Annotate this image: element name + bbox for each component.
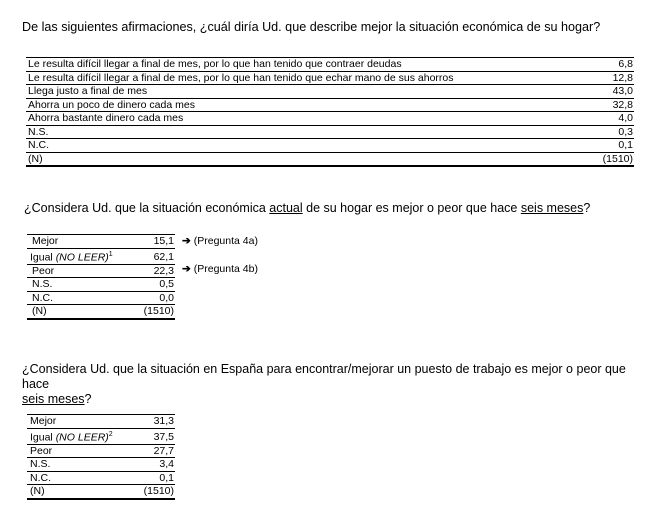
question-1-table [26, 57, 634, 167]
row-value: 62,1 [135, 248, 175, 264]
table-row [27, 235, 175, 249]
table-row [26, 112, 634, 126]
row-label: Mejor [27, 415, 135, 429]
row-label: Peor [27, 264, 135, 278]
row-value: 43,0 [591, 85, 634, 99]
title-text: de su hogar es mejor o peor que hace [302, 201, 521, 215]
row-label: Igual (NO LEER)$^1$ [27, 248, 135, 264]
title-text: ? [84, 392, 92, 406]
title-underlined: seis meses [520, 201, 584, 215]
row-value: 22,3 [135, 264, 175, 278]
title-underlined: actual [269, 201, 303, 215]
row-label: N.S. [26, 125, 591, 139]
question-2-title [24, 201, 590, 216]
row-value: 4,0 [591, 112, 634, 126]
table-row [26, 152, 634, 166]
row-value: 27,7 [135, 444, 175, 458]
table-row [26, 58, 634, 72]
arrow-right-icon: ➔ [182, 263, 191, 275]
row-label: N.S. [27, 458, 135, 472]
table-row [27, 485, 175, 499]
table-row [27, 471, 175, 485]
row-value: 6,8 [591, 58, 634, 72]
table-row [26, 85, 634, 99]
title-text: ? [583, 201, 591, 215]
skip-note-4b: ➔ (Pregunta 4b) [182, 263, 258, 275]
row-value: 12,8 [591, 71, 634, 85]
table-row [27, 278, 175, 292]
row-value: 0,3 [591, 125, 634, 139]
row-label: Le resulta difícil llegar a final de mes, por lo que han tenido que contraer deudas [26, 58, 591, 72]
row-label: Llega justo a final de mes [26, 85, 591, 99]
row-label: (N) [27, 305, 135, 319]
title-text: ¿Considera Ud. que la situación económica [24, 201, 270, 215]
footnote-marker: 1 [108, 250, 113, 258]
table-row [26, 125, 634, 139]
row-label: Le resulta difícil llegar a final de mes, por lo que han tenido que echar mano de sus ahorros [26, 71, 591, 85]
table-row [26, 98, 634, 112]
table-row [27, 264, 175, 278]
table-row [27, 248, 175, 264]
row-value: 0,1 [591, 139, 634, 153]
row-value: 15,1 [135, 235, 175, 249]
row-label: (N) [26, 152, 591, 166]
table-row [26, 139, 634, 153]
row-label: Mejor [27, 235, 135, 249]
row-label: N.C. [26, 139, 591, 153]
row-label: N.C. [27, 471, 135, 485]
question-3-table [27, 414, 175, 500]
row-label: N.C. [27, 291, 135, 305]
row-label: Igual (NO LEER)$^2$ [27, 428, 135, 444]
table-row [27, 305, 175, 319]
row-value: (1510) [135, 485, 175, 499]
row-value: 0,0 [135, 291, 175, 305]
arrow-right-icon: ➔ [182, 235, 191, 247]
row-label: Peor [27, 444, 135, 458]
row-value: 37,5 [135, 428, 175, 444]
table-row [27, 458, 175, 472]
table-row [26, 71, 634, 85]
row-label: Ahorra un poco de dinero cada mes [26, 98, 591, 112]
row-value: 0,5 [135, 278, 175, 292]
row-label: (N) [27, 485, 135, 499]
row-label: Ahorra bastante dinero cada mes [26, 112, 591, 126]
table-row [27, 415, 175, 429]
table-row [27, 444, 175, 458]
footnote-marker: 2 [108, 430, 113, 438]
row-label: N.S. [27, 278, 135, 292]
question-2-table [27, 234, 175, 320]
table-row [27, 291, 175, 305]
title-text: ¿Considera Ud. que la situación en España para encontrar/mejorar un puesto de trabajo es mejor o peor que hace [22, 362, 626, 391]
question-3-title [22, 362, 652, 407]
row-value: 3,4 [135, 458, 175, 472]
skip-note-4a: ➔ (Pregunta 4a) [182, 235, 258, 247]
row-value: 32,8 [591, 98, 634, 112]
table-row [27, 428, 175, 444]
question-1-title: De las siguientes afirmaciones, ¿cuál diría Ud. que describe mejor la situación económica de su hogar? [22, 20, 601, 34]
row-value: (1510) [135, 305, 175, 319]
title-underlined: seis meses [22, 392, 85, 406]
row-value: 0,1 [135, 471, 175, 485]
row-value: 31,3 [135, 415, 175, 429]
row-value: (1510) [591, 152, 634, 166]
